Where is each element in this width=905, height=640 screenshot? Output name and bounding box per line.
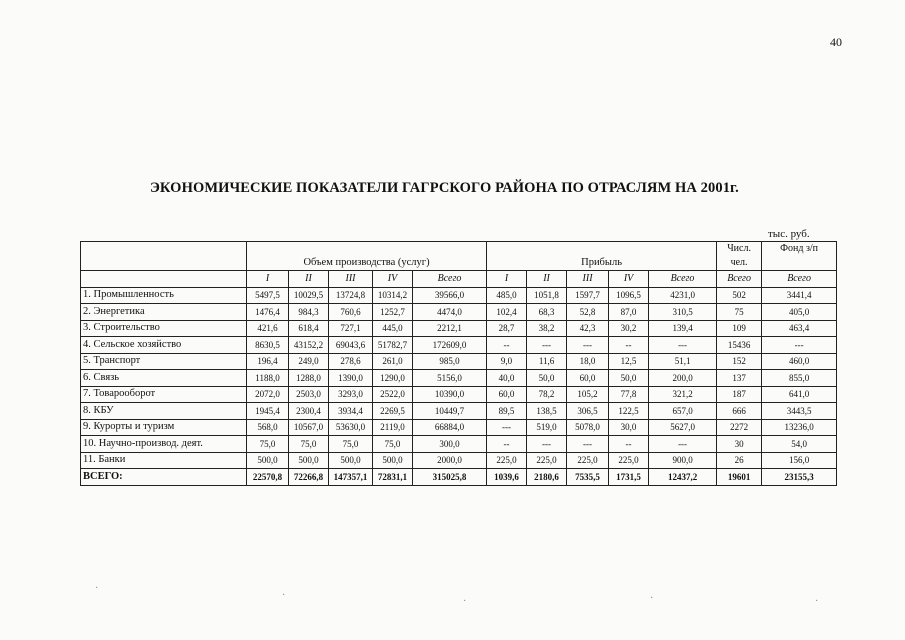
production-value: 72266,8 — [289, 469, 329, 486]
production-value: 1252,7 — [373, 304, 413, 321]
production-value: 618,4 — [289, 320, 329, 337]
profit-value: 89,5 — [487, 403, 527, 420]
employees-value: 26 — [717, 452, 762, 469]
header-name-cell — [81, 242, 247, 271]
payroll-value: --- — [762, 337, 837, 354]
production-value: 75,0 — [289, 436, 329, 453]
production-value: 984,3 — [289, 304, 329, 321]
total-row — [81, 469, 837, 486]
profit-value: 60,0 — [487, 386, 527, 403]
profit-value: 1597,7 — [567, 287, 609, 304]
production-value: 72831,1 — [373, 469, 413, 486]
profit-value: 225,0 — [487, 452, 527, 469]
header-pay-total: Всего — [762, 271, 837, 288]
profit-value: 9,0 — [487, 353, 527, 370]
employees-value: 30 — [717, 436, 762, 453]
profit-value: 900,0 — [649, 452, 717, 469]
profit-value: 78,2 — [527, 386, 567, 403]
employees-value: 75 — [717, 304, 762, 321]
production-value: 8630,5 — [247, 337, 289, 354]
table-row — [81, 304, 837, 321]
profit-value: 77,8 — [609, 386, 649, 403]
profit-value: -- — [487, 436, 527, 453]
production-value: 3934,4 — [329, 403, 373, 420]
payroll-value: 3441,4 — [762, 287, 837, 304]
row-name: 11. Банки — [81, 452, 247, 469]
profit-value: -- — [609, 436, 649, 453]
production-value: 3293,0 — [329, 386, 373, 403]
production-value: 249,0 — [289, 353, 329, 370]
profit-value: -- — [609, 337, 649, 354]
profit-value: 310,5 — [649, 304, 717, 321]
production-value: 10449,7 — [413, 403, 487, 420]
profit-value: 139,4 — [649, 320, 717, 337]
profit-value: 42,3 — [567, 320, 609, 337]
table-row — [81, 452, 837, 469]
header-emp-total: Всего — [717, 271, 762, 288]
profit-value: 50,0 — [527, 370, 567, 387]
production-value: 2300,4 — [289, 403, 329, 420]
payroll-value: 405,0 — [762, 304, 837, 321]
production-value: 1476,4 — [247, 304, 289, 321]
profit-value: 30,2 — [609, 320, 649, 337]
production-value: 2212,1 — [413, 320, 487, 337]
header-prod-q4: IV — [373, 271, 413, 288]
employees-value: 19601 — [717, 469, 762, 486]
row-name: 2. Энергетика — [81, 304, 247, 321]
profit-value: 519,0 — [527, 419, 567, 436]
production-value: 13724,8 — [329, 287, 373, 304]
payroll-value: 855,0 — [762, 370, 837, 387]
production-value: 261,0 — [373, 353, 413, 370]
production-value: 500,0 — [373, 452, 413, 469]
payroll-value: 156,0 — [762, 452, 837, 469]
production-value: 147357,1 — [329, 469, 373, 486]
profit-value: 1039,6 — [487, 469, 527, 486]
header-prod-q1: I — [247, 271, 289, 288]
header-prod-total: Всего — [413, 271, 487, 288]
payroll-value: 3443,5 — [762, 403, 837, 420]
production-value: 2269,5 — [373, 403, 413, 420]
production-value: 1945,4 — [247, 403, 289, 420]
header-blank — [81, 271, 247, 288]
production-value: 568,0 — [247, 419, 289, 436]
header-profit-q4: IV — [609, 271, 649, 288]
profit-value: 657,0 — [649, 403, 717, 420]
economic-indicators-table — [80, 241, 837, 486]
table-row — [81, 419, 837, 436]
production-value: 10567,0 — [289, 419, 329, 436]
header-profit: Прибыль — [487, 242, 717, 271]
row-name: 4. Сельское хозяйство — [81, 337, 247, 354]
profit-value: --- — [649, 337, 717, 354]
row-name: ВСЕГО: — [81, 469, 247, 486]
header-profit-q3: III — [567, 271, 609, 288]
production-value: 315025,8 — [413, 469, 487, 486]
profit-value: --- — [649, 436, 717, 453]
payroll-value: 460,0 — [762, 353, 837, 370]
employees-value: 666 — [717, 403, 762, 420]
header-production: Объем производства (услуг) — [247, 242, 487, 271]
profit-value: 11,6 — [527, 353, 567, 370]
production-value: 51782,7 — [373, 337, 413, 354]
table-row — [81, 320, 837, 337]
profit-value: 102,4 — [487, 304, 527, 321]
production-value: 1188,0 — [247, 370, 289, 387]
production-value: 1288,0 — [289, 370, 329, 387]
table-body — [81, 287, 837, 485]
table-row — [81, 287, 837, 304]
profit-value: --- — [527, 337, 567, 354]
header-prod-q3: III — [329, 271, 373, 288]
production-value: 2000,0 — [413, 452, 487, 469]
production-value: 500,0 — [247, 452, 289, 469]
scan-mark: · — [95, 583, 99, 594]
profit-value: 105,2 — [567, 386, 609, 403]
header-prod-q2: II — [289, 271, 329, 288]
profit-value: 5078,0 — [567, 419, 609, 436]
production-value: 2522,0 — [373, 386, 413, 403]
profit-value: 18,0 — [567, 353, 609, 370]
profit-value: 52,8 — [567, 304, 609, 321]
production-value: 172609,0 — [413, 337, 487, 354]
profit-value: 306,5 — [567, 403, 609, 420]
production-value: 500,0 — [289, 452, 329, 469]
employees-value: 187 — [717, 386, 762, 403]
profit-value: 321,2 — [649, 386, 717, 403]
payroll-value: 13236,0 — [762, 419, 837, 436]
production-value: 66884,0 — [413, 419, 487, 436]
profit-value: 40,0 — [487, 370, 527, 387]
header-payroll: Фонд з/п — [762, 242, 837, 271]
production-value: 75,0 — [247, 436, 289, 453]
profit-value: 122,5 — [609, 403, 649, 420]
profit-value: 225,0 — [527, 452, 567, 469]
profit-value: 87,0 — [609, 304, 649, 321]
profit-value: 12437,2 — [649, 469, 717, 486]
production-value: 5156,0 — [413, 370, 487, 387]
profit-value: 4231,0 — [649, 287, 717, 304]
row-name: 9. Курорты и туризм — [81, 419, 247, 436]
row-name: 8. КБУ — [81, 403, 247, 420]
payroll-value: 641,0 — [762, 386, 837, 403]
profit-value: 1731,5 — [609, 469, 649, 486]
table-row — [81, 386, 837, 403]
payroll-value: 54,0 — [762, 436, 837, 453]
profit-value: 2180,6 — [527, 469, 567, 486]
profit-value: 5627,0 — [649, 419, 717, 436]
payroll-value: 23155,3 — [762, 469, 837, 486]
header-profit-q1: I — [487, 271, 527, 288]
employees-value: 109 — [717, 320, 762, 337]
table-row — [81, 353, 837, 370]
profit-value: 60,0 — [567, 370, 609, 387]
row-name: 3. Строительство — [81, 320, 247, 337]
unit-label: тыс. руб. — [768, 228, 810, 240]
production-value: 760,6 — [329, 304, 373, 321]
page-number: 40 — [830, 35, 842, 49]
payroll-value: 463,4 — [762, 320, 837, 337]
production-value: 43152,2 — [289, 337, 329, 354]
production-value: 69043,6 — [329, 337, 373, 354]
row-name: 7. Товарооборот — [81, 386, 247, 403]
profit-value: 200,0 — [649, 370, 717, 387]
scan-mark: · — [650, 593, 654, 604]
production-value: 75,0 — [373, 436, 413, 453]
profit-value: --- — [487, 419, 527, 436]
table-row — [81, 403, 837, 420]
profit-value: 30,0 — [609, 419, 649, 436]
employees-value: 152 — [717, 353, 762, 370]
row-name: 10. Научно-производ. деят. — [81, 436, 247, 453]
profit-value: 1096,5 — [609, 287, 649, 304]
production-value: 4474,0 — [413, 304, 487, 321]
profit-value: 12,5 — [609, 353, 649, 370]
production-value: 1290,0 — [373, 370, 413, 387]
employees-value: 137 — [717, 370, 762, 387]
profit-value: --- — [567, 337, 609, 354]
profit-value: 225,0 — [609, 452, 649, 469]
profit-value: -- — [487, 337, 527, 354]
production-value: 500,0 — [329, 452, 373, 469]
profit-value: 50,0 — [609, 370, 649, 387]
employees-value: 15436 — [717, 337, 762, 354]
row-name: 6. Связь — [81, 370, 247, 387]
profit-value: 225,0 — [567, 452, 609, 469]
profit-value: 51,1 — [649, 353, 717, 370]
production-value: 2072,0 — [247, 386, 289, 403]
scan-mark: · — [815, 596, 819, 607]
production-value: 5497,5 — [247, 287, 289, 304]
production-value: 1390,0 — [329, 370, 373, 387]
employees-value: 502 — [717, 287, 762, 304]
header-employees: Числ. чел. — [717, 242, 762, 271]
row-name: 5. Транспорт — [81, 353, 247, 370]
production-value: 39566,0 — [413, 287, 487, 304]
production-value: 53630,0 — [329, 419, 373, 436]
table-row — [81, 436, 837, 453]
production-value: 2119,0 — [373, 419, 413, 436]
production-value: 10029,5 — [289, 287, 329, 304]
production-value: 445,0 — [373, 320, 413, 337]
production-value: 75,0 — [329, 436, 373, 453]
production-value: 22570,8 — [247, 469, 289, 486]
production-value: 985,0 — [413, 353, 487, 370]
profit-value: 7535,5 — [567, 469, 609, 486]
employees-value: 2272 — [717, 419, 762, 436]
production-value: 2503,0 — [289, 386, 329, 403]
profit-value: --- — [527, 436, 567, 453]
production-value: 727,1 — [329, 320, 373, 337]
profit-value: 485,0 — [487, 287, 527, 304]
profit-value: 138,5 — [527, 403, 567, 420]
profit-value: 38,2 — [527, 320, 567, 337]
production-value: 278,6 — [329, 353, 373, 370]
scan-mark: · — [463, 596, 467, 607]
page-title: ЭКОНОМИЧЕСКИЕ ПОКАЗАТЕЛИ ГАГРСКОГО РАЙОНА ПО ОТРАСЛЯМ НА 2001г. — [150, 180, 739, 196]
scan-mark: · — [282, 590, 286, 601]
table-row — [81, 370, 837, 387]
production-value: 300,0 — [413, 436, 487, 453]
header-profit-total: Всего — [649, 271, 717, 288]
row-name: 1. Промышленность — [81, 287, 247, 304]
production-value: 10314,2 — [373, 287, 413, 304]
profit-value: 28,7 — [487, 320, 527, 337]
production-value: 421,6 — [247, 320, 289, 337]
production-value: 196,4 — [247, 353, 289, 370]
header-profit-q2: II — [527, 271, 567, 288]
table-row — [81, 337, 837, 354]
profit-value: 1051,8 — [527, 287, 567, 304]
profit-value: 68,3 — [527, 304, 567, 321]
profit-value: --- — [567, 436, 609, 453]
production-value: 10390,0 — [413, 386, 487, 403]
